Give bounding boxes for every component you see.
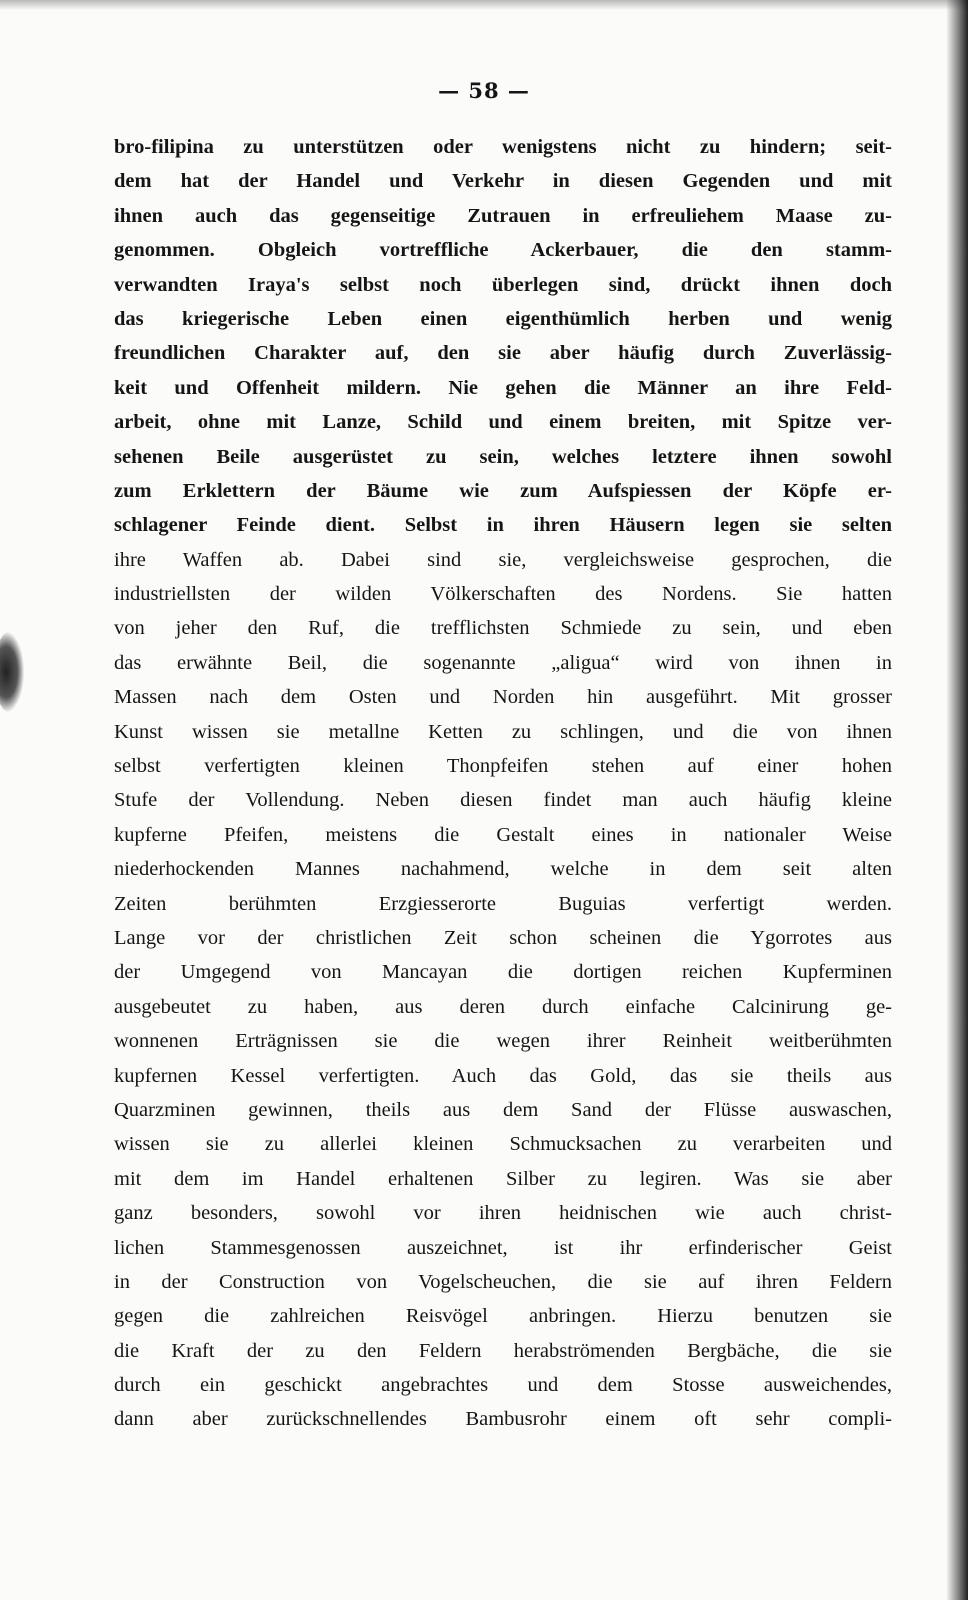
text-line: Massen nach dem Osten und Norden hin ausgeführt. Mit grosser bbox=[114, 686, 892, 709]
text-line: industriellsten der wilden Völkerschaften des Nordens. Sie hatten bbox=[114, 583, 892, 606]
text-line: gegen die zahlreichen Reisvögel anbringen. Hierzu benutzen sie bbox=[114, 1305, 892, 1328]
text-line: mit dem im Handel erhaltenen Silber zu legiren. Was sie aber bbox=[114, 1167, 892, 1190]
text-line: zum Erklettern der Bäume wie zum Aufspiessen der Köpfe er- bbox=[114, 479, 892, 502]
page-top-shadow bbox=[0, 0, 968, 10]
binding-hole-mark bbox=[0, 632, 24, 712]
text-line: wonnenen Erträgnissen sie die wegen ihrer Reinheit weitberühmten bbox=[114, 1030, 892, 1053]
text-line: Kunst wissen sie metallne Ketten zu schlingen, und die von ihnen bbox=[114, 720, 892, 743]
text-line: das erwähnte Beil, die sogenannte „aligua“ wird von ihnen in bbox=[114, 651, 892, 674]
text-line: dem hat der Handel und Verkehr in diesen Gegenden und mit bbox=[114, 170, 892, 193]
text-line: wissen sie zu allerlei kleinen Schmucksachen zu verarbeiten und bbox=[114, 1133, 892, 1156]
text-line: niederhockenden Mannes nachahmend, welche in dem seit alten bbox=[114, 858, 892, 881]
text-line: verwandten Iraya's selbst noch überlegen sind, drückt ihnen doch bbox=[114, 273, 892, 296]
text-line: ganz besonders, sowohl vor ihren heidnischen wie auch christ- bbox=[114, 1202, 892, 1225]
text-line: Zeiten berühmten Erzgiesserorte Buguias verfertigt werden. bbox=[114, 892, 892, 915]
text-line: ausgebeutet zu haben, aus deren durch einfache Calcinirung ge- bbox=[114, 995, 892, 1018]
text-line: kupferne Pfeifen, meistens die Gestalt eines in nationaler Weise bbox=[114, 823, 892, 846]
text-line: das kriegerische Leben einen eigenthümlich herben und wenig bbox=[114, 307, 892, 330]
text-line: ihre Waffen ab. Dabei sind sie, vergleichsweise gesprochen, die bbox=[114, 548, 892, 571]
text-line: schlagener Feinde dient. Selbst in ihren Häusern legen sie selten bbox=[114, 514, 892, 537]
text-line: lichen Stammesgenossen auszeichnet, ist ihr erfinderischer Geist bbox=[114, 1236, 892, 1259]
page-gutter-shadow bbox=[946, 0, 968, 1600]
text-line: ihnen auch das gegenseitige Zutrauen in erfreuliehem Maase zu- bbox=[114, 204, 892, 227]
text-line: von jeher den Ruf, die trefflichsten Schmiede zu sein, und eben bbox=[114, 617, 892, 640]
text-line: die Kraft der zu den Feldern herabströmenden Bergbäche, die sie bbox=[114, 1339, 892, 1362]
text-line: Stufe der Vollendung. Neben diesen findet man auch häufig kleine bbox=[114, 789, 892, 812]
text-line: freundlichen Charakter auf, den sie aber häufig durch Zuverlässig- bbox=[114, 342, 892, 365]
body-text bbox=[114, 130, 892, 1437]
text-line: arbeit, ohne mit Lanze, Schild und einem breiten, mit Spitze ver- bbox=[114, 411, 892, 434]
text-line: Quarzminen gewinnen, theils aus dem Sand der Flüsse auswaschen, bbox=[114, 1098, 892, 1121]
text-line: der Umgegend von Mancayan die dortigen reichen Kupferminen bbox=[114, 961, 892, 984]
text-line: genommen. Obgleich vortreffliche Ackerbauer, die den stamm- bbox=[114, 239, 892, 262]
text-line: kupfernen Kessel verfertigten. Auch das Gold, das sie theils aus bbox=[114, 1064, 892, 1087]
text-line: bro-filipina zu unterstützen oder wenigstens nicht zu hindern; seit- bbox=[114, 136, 892, 158]
text-line: keit und Offenheit mildern. Nie gehen die Männer an ihre Feld- bbox=[114, 376, 892, 399]
text-line: selbst verfertigten kleinen Thonpfeifen stehen auf einer hohen bbox=[114, 755, 892, 778]
text-line: in der Construction von Vogelscheuchen, die sie auf ihren Feldern bbox=[114, 1270, 892, 1293]
text-line: sehenen Beile ausgerüstet zu sein, welches letztere ihnen sowohl bbox=[114, 445, 892, 468]
text-line: durch ein geschickt angebrachtes und dem Stosse ausweichendes, bbox=[114, 1374, 892, 1397]
page-number: — 58 — bbox=[438, 78, 530, 103]
text-line: Lange vor der christlichen Zeit schon scheinen die Ygorrotes aus bbox=[114, 926, 892, 949]
text-line: dann aber zurückschnellendes Bambusrohr einem oft sehr compli- bbox=[114, 1408, 892, 1431]
